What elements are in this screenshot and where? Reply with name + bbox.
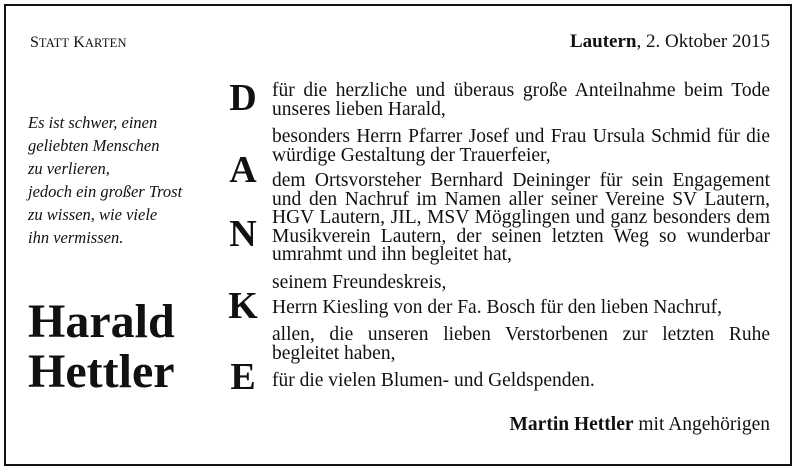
deceased-last-name: Hettler [28, 345, 175, 398]
danke-letter-n: N [229, 213, 257, 255]
deceased-first-name: Harald [28, 295, 175, 348]
statt-karten-label: STATT KARTEN [30, 34, 127, 51]
signature [510, 414, 770, 436]
danke-letter-a: A [229, 149, 257, 191]
danke-letter-d: D [229, 77, 257, 119]
danke-letter-e: E [230, 356, 256, 398]
quote-line: Es ist schwer, einen [28, 113, 158, 132]
quote-line: jedoch ein großer Trost [28, 182, 183, 201]
quote-line: zu verlieren, [28, 159, 110, 178]
thanks-entry: für die herzliche und überaus große Anteilnahme beim Tode unseres lieben Harald, [272, 80, 770, 120]
thanks-entry: seinem Freundeskreis, [272, 272, 447, 293]
quote-line: geliebten Menschen [28, 136, 160, 155]
thanks-entry: dem Ortsvorsteher Bernhard Deininger für sein Engagement und den Nachruf im Namen aller seiner Vereine SV Lautern, HGV Lautern, JIL, MSV Mögglingen und ganz besonders dem Musikverein Lautern, der seinen letzten Weg so wunderbar umrahmt und ihn begleitet hat, [272, 170, 770, 265]
place: Lautern [569, 31, 637, 52]
danke-letter-k: K [228, 285, 258, 327]
thanks-entry: Herrn Kiesling von der Fa. Bosch für den lieben Nachruf, [272, 297, 722, 318]
quote-line: ihn vermissen. [28, 228, 124, 247]
date: , 2. Oktober 2015 [636, 31, 770, 52]
quote-line: zu wissen, wie viele [28, 205, 158, 224]
thanks-entry: für die vielen Blumen- und Geldspenden. [272, 370, 595, 391]
deceased-name [28, 297, 175, 397]
signature-suffix: mit Angehörigen [633, 414, 770, 435]
signature-name: Martin Hettler [509, 414, 634, 435]
memorial-quote [28, 111, 233, 249]
thanks-entry: allen, die unseren lieben Verstorbenen zur letzten Ruhe begleitet haben, [272, 324, 770, 364]
thanks-entry: besonders Herrn Pfarrer Josef und Frau Ursula Schmid für die würdige Gestaltung der Trauerfeier, [272, 126, 770, 166]
place-date [570, 31, 770, 53]
